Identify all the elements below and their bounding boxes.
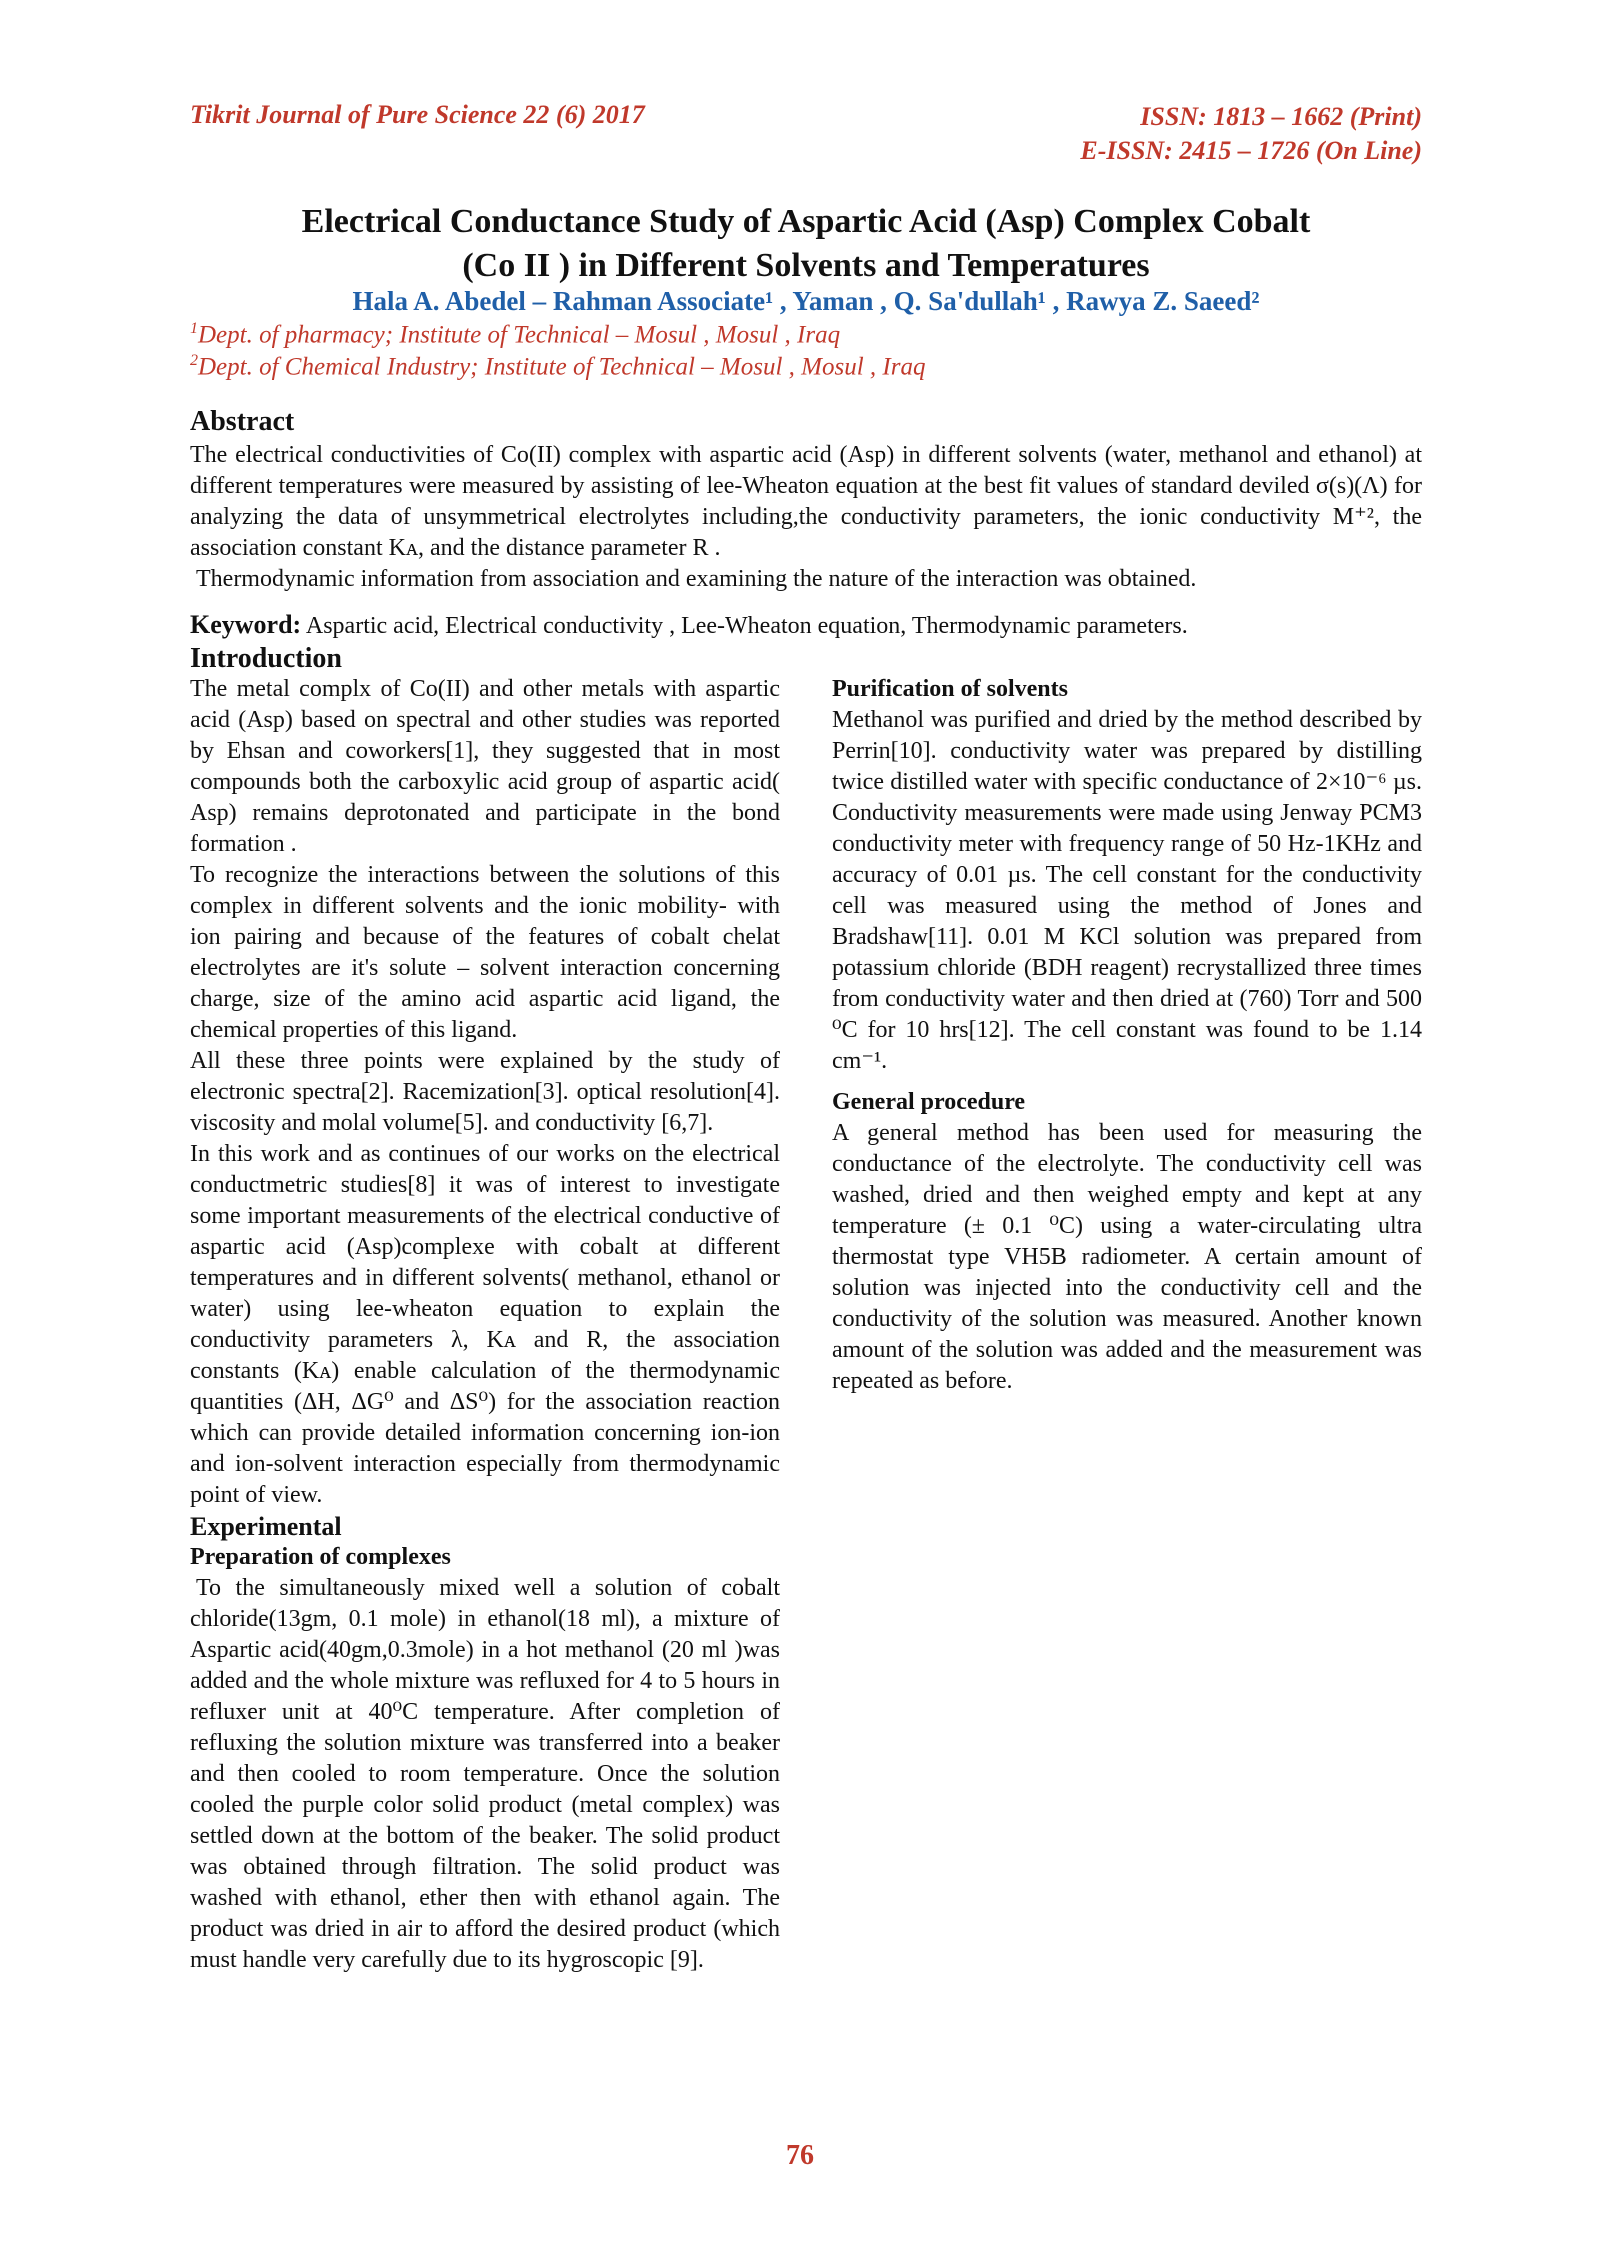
issn-print: ISSN: 1813 – 1662 (Print)	[1140, 102, 1422, 131]
authors: Hala A. Abedel – Rahman Associate¹ , Yaman , Q. Sa'dullah¹ , Rawya Z. Saeed²	[352, 286, 1260, 316]
issn-online: E-ISSN: 2415 – 1726 (On Line)	[1080, 136, 1422, 165]
left-column	[190, 674, 780, 1976]
intro-paragraph-3: All these three points were explained by the study of electronic spectra[2]. Racemization[3]. optical resolution[4]. viscosity and molal volume[5]. and conductivity [6,7].	[190, 1048, 780, 1136]
affiliation-1-text: Dept. of pharmacy; Institute of Technical – Mosul , Mosul , Iraq	[198, 321, 841, 349]
general-procedure-heading: General procedure	[832, 1089, 1026, 1115]
issn-block	[1080, 100, 1422, 168]
preparation-paragraph: To the simultaneously mixed well a solution of cobalt chloride(13gm, 0.1 mole) in ethanol(18 ml), a mixture of Aspartic acid(40gm,0.3mole) in a hot methanol (20 ml )was added and the whole mixture was refluxed for 4 to 5 hours in refluxer unit at 40⁰C temperature. After completion of refluxing the solution mixture was transferred into a beaker and then cooled to room temperature. Once the solution cooled the purple color solid product (metal complex) was settled down at the bottom of the beaker. The solid product was obtained through filtration. The solid product was washed with ethanol, ether then with ethanol again. The product was dried in air to afford the desired product (which must handle very carefully due to its hygroscopic [9].	[190, 1575, 780, 1973]
title-line-2: (Co II ) in Different Solvents and Temperatures	[462, 247, 1150, 284]
affiliation-1-number: 1	[190, 320, 198, 337]
purification-heading: Purification of solvents	[832, 676, 1068, 702]
affiliation-1	[190, 320, 840, 349]
abstract-paragraph-1: The electrical conductivities of Co(II) complex with aspartic acid (Asp) in different solvents (water, methanol and ethanol) at different temperatures were measured by assisting of lee-Wheaton equation at the best fit values of standard deviled σ(s)(Λ) for analyzing the data of unsymmetrical electrolytes including,the conductivity parameters, the ionic conductivity M⁺², the association constant Kᴀ, and the distance parameter R .	[190, 442, 1422, 561]
paper-title	[190, 200, 1422, 288]
preparation-heading: Preparation of complexes	[190, 1544, 451, 1570]
affiliation-2-number: 2	[190, 352, 198, 369]
keyword-label: Keyword:	[190, 610, 302, 639]
introduction-heading: Introduction	[190, 643, 342, 674]
affiliation-2-text: Dept. of Chemical Industry; Institute of Technical – Mosul , Mosul , Iraq	[198, 353, 926, 381]
abstract-body	[190, 440, 1422, 595]
purification-paragraph: Methanol was purified and dried by the method described by Perrin[10]. conductivity water was prepared by distilling twice distilled water with specific conductance of 2×10⁻⁶ µs. Conductivity measurements were made using Jenway PCM3 conductivity meter with frequency range of 50 Hz-1KHz and accuracy of 0.01 µs. The cell constant for the conductivity cell was measured using the method of Jones and Bradshaw[11]. 0.01 M KCl solution was prepared from potassium chloride (BDH reagent) recrystallized three times from conductivity water and then dried at (760) Torr and 500 ⁰C for 10 hrs[12]. The cell constant was found to be 1.14 cm⁻¹.	[832, 707, 1422, 1074]
intro-paragraph-4: In this work and as continues of our works on the electrical conductmetric studies[8] it was of interest to investigate some important measurements of the electrical conductive of aspartic acid (Asp)complexe with cobalt at different temperatures and in different solvents( methanol, ethanol or water) using lee-wheaton equation to explain the conductivity parameters λ, Kᴀ and R, the association constants (Kᴀ) enable calculation of the thermodynamic quantities (ΔH, ΔG⁰ and ΔS⁰) for the association reaction which can provide detailed information concerning ion-ion and ion-solvent interaction especially from thermodynamic point of view.	[190, 1141, 780, 1508]
title-line-1: Electrical Conductance Study of Aspartic Acid (Asp) Complex Cobalt	[301, 203, 1311, 240]
journal-name: Tikrit Journal of Pure Science 22 (6) 2017	[190, 100, 645, 129]
affiliation-2	[190, 352, 925, 381]
intro-paragraph-2: To recognize the interactions between the solutions of this complex in different solvents and the ionic mobility- with ion pairing and because of the features of cobalt chelat electrolytes are it's solute – solvent interaction concerning charge, size of the amino acid aspartic acid ligand, the chemical properties of this ligand.	[190, 862, 780, 1043]
experimental-heading: Experimental	[190, 1512, 342, 1541]
keyword-text: Aspartic acid, Electrical conductivity , Lee-Wheaton equation, Thermodynamic parameters.	[301, 613, 1188, 639]
intro-paragraph-1: The metal complx of Co(II) and other metals with aspartic acid (Asp) based on spectral and other studies was reported by Ehsan and coworkers[1], they suggested that in most compounds both the carboxylic acid group of aspartic acid( Asp) remains deprotonated and participate in the bond formation .	[190, 676, 780, 857]
keywords	[190, 610, 1422, 640]
abstract-heading: Abstract	[190, 406, 295, 437]
abstract-paragraph-2: Thermodynamic information from association and examining the nature of the interaction was obtained.	[196, 566, 1197, 592]
general-procedure-paragraph: A general method has been used for measuring the conductance of the electrolyte. The conductivity cell was washed, dried and then weighed empty and kept at any temperature (± 0.1 ⁰C) using a water-circulating ultra thermostat type VH5B radiometer. A certain amount of solution was injected into the conductivity cell and the conductivity of the solution was measured. Another known amount of the solution was added and the measurement was repeated as before.	[832, 1120, 1422, 1394]
right-column	[832, 674, 1422, 1397]
page-number: 76	[786, 2140, 814, 2171]
